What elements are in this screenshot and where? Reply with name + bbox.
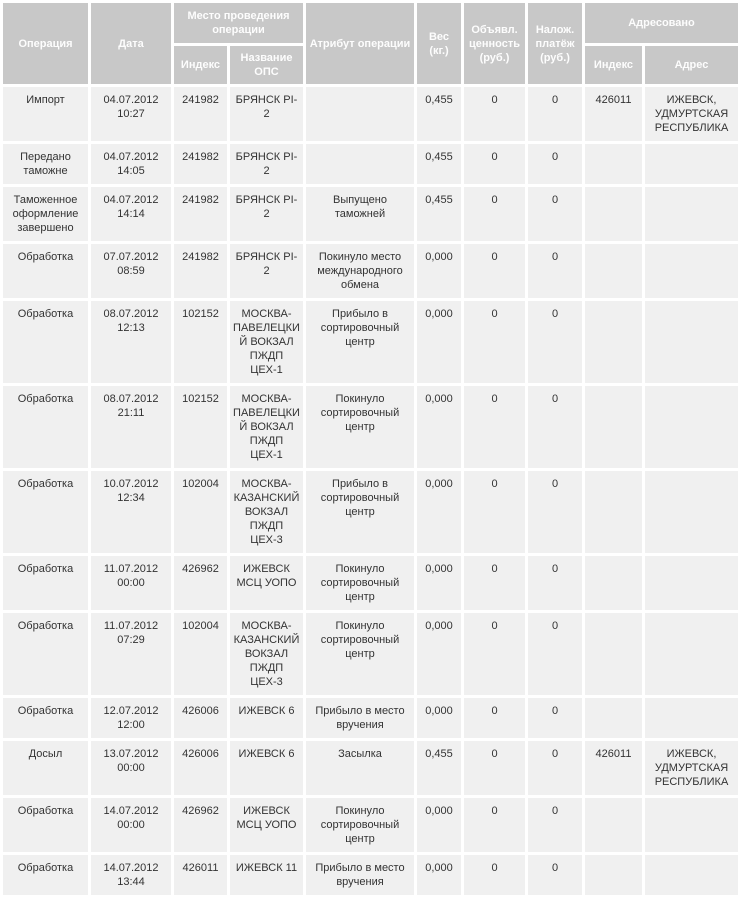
cell-date (91, 87, 171, 141)
table-row (3, 698, 738, 738)
cell-operation: Обработка (3, 471, 88, 553)
header-attribute: Атрибут операции (306, 3, 414, 84)
cell-addr-index (585, 855, 642, 895)
cell-address (645, 244, 738, 298)
cell-date (91, 244, 171, 298)
cell-place-index: 426011 (174, 855, 227, 895)
cell-place-index: 102004 (174, 613, 227, 695)
cell-operation: Обработка (3, 698, 88, 738)
cell-address (645, 855, 738, 895)
table-row (3, 187, 738, 241)
cell-cod: 0 (528, 301, 582, 383)
cell-address (645, 471, 738, 553)
cell-place-name: БРЯНСК PI-2 (230, 87, 303, 141)
cell-weight: 0,455 (417, 87, 461, 141)
cell-declared-value: 0 (464, 386, 525, 468)
cell-declared-value: 0 (464, 144, 525, 184)
cell-declared-value: 0 (464, 741, 525, 795)
cell-address: ИЖЕВСК, УДМУРТСКАЯ РЕСПУБЛИКА (645, 741, 738, 795)
cell-date (91, 187, 171, 241)
header-date: Дата (91, 3, 171, 84)
cell-declared-value: 0 (464, 87, 525, 141)
cell-place-index: 426006 (174, 698, 227, 738)
cell-operation: Импорт (3, 87, 88, 141)
cell-place-name: МОСКВА-ПАВЕЛЕЦКИЙ ВОКЗАЛ ПЖДП ЦЕХ-1 (230, 386, 303, 468)
cell-time-value: 13:44 (117, 876, 145, 888)
cell-address (645, 301, 738, 383)
cell-addr-index (585, 244, 642, 298)
cell-cod: 0 (528, 471, 582, 553)
cell-date (91, 798, 171, 852)
table-row (3, 301, 738, 383)
cell-declared-value: 0 (464, 798, 525, 852)
table-row (3, 386, 738, 468)
cell-attribute: Засылка (306, 741, 414, 795)
cell-declared-value: 0 (464, 301, 525, 383)
cell-date-value: 07.07.2012 (103, 251, 159, 263)
cell-address (645, 698, 738, 738)
cell-time-value: 12:00 (117, 719, 145, 731)
cell-address (645, 556, 738, 610)
cell-time-value: 10:27 (117, 108, 145, 120)
tracking-table-body (3, 87, 738, 895)
cell-cod: 0 (528, 386, 582, 468)
cell-place-index: 241982 (174, 187, 227, 241)
cell-declared-value: 0 (464, 471, 525, 553)
table-row (3, 87, 738, 141)
cell-date-value: 10.07.2012 (103, 478, 159, 490)
cell-date-value: 04.07.2012 (103, 194, 159, 206)
table-header (3, 3, 738, 84)
cell-operation: Обработка (3, 244, 88, 298)
cell-addr-index (585, 386, 642, 468)
cell-date-value: 13.07.2012 (103, 748, 159, 760)
cell-operation: Передано таможне (3, 144, 88, 184)
cell-date (91, 741, 171, 795)
cell-attribute: Выпущено таможней (306, 187, 414, 241)
cell-address (645, 187, 738, 241)
cell-address: ИЖЕВСК, УДМУРТСКАЯ РЕСПУБЛИКА (645, 87, 738, 141)
header-operation: Операция (3, 3, 88, 84)
cell-addr-index (585, 798, 642, 852)
cell-time-value: 00:00 (117, 577, 145, 589)
cell-attribute: Прибыло в сортировочный центр (306, 301, 414, 383)
table-row (3, 613, 738, 695)
cell-addr-index: 426011 (585, 741, 642, 795)
cell-weight: 0,000 (417, 301, 461, 383)
cell-address (645, 144, 738, 184)
cell-operation: Обработка (3, 386, 88, 468)
cell-weight: 0,000 (417, 244, 461, 298)
cell-date (91, 556, 171, 610)
cell-attribute: Прибыло в место вручения (306, 855, 414, 895)
cell-cod: 0 (528, 798, 582, 852)
header-address: Адрес (645, 46, 738, 84)
cell-place-index: 241982 (174, 87, 227, 141)
cell-place-index: 426006 (174, 741, 227, 795)
cell-time-value: 12:13 (117, 322, 145, 334)
header-addressed-group: Адресовано (585, 3, 738, 43)
cell-date (91, 613, 171, 695)
cell-declared-value: 0 (464, 698, 525, 738)
cell-date-value: 14.07.2012 (103, 862, 159, 874)
cell-address (645, 798, 738, 852)
cell-addr-index (585, 471, 642, 553)
cell-addr-index (585, 556, 642, 610)
table-row (3, 471, 738, 553)
cell-date (91, 471, 171, 553)
cell-declared-value: 0 (464, 855, 525, 895)
cell-weight: 0,455 (417, 187, 461, 241)
cell-declared-value: 0 (464, 556, 525, 610)
header-addr-index: Индекс (585, 46, 642, 84)
cell-place-name: БРЯНСК PI-2 (230, 144, 303, 184)
cell-attribute (306, 144, 414, 184)
cell-attribute: Покинуло сортировочный центр (306, 798, 414, 852)
cell-cod: 0 (528, 613, 582, 695)
table-row (3, 244, 738, 298)
cell-attribute: Прибыло в место вручения (306, 698, 414, 738)
cell-date (91, 698, 171, 738)
cell-cod: 0 (528, 855, 582, 895)
cell-time-value: 00:00 (117, 762, 145, 774)
cell-date-value: 04.07.2012 (103, 94, 159, 106)
cell-time-value: 14:14 (117, 208, 145, 220)
cell-date-value: 12.07.2012 (103, 705, 159, 717)
cell-time-value: 21:11 (117, 407, 145, 419)
cell-operation: Обработка (3, 556, 88, 610)
cell-date-value: 08.07.2012 (103, 393, 159, 405)
cell-attribute: Покинуло сортировочный центр (306, 556, 414, 610)
header-cod: Налож. платёж (руб.) (528, 3, 582, 84)
cell-place-name: МОСКВА-КАЗАНСКИЙ ВОКЗАЛ ПЖДП ЦЕХ-3 (230, 613, 303, 695)
cell-weight: 0,455 (417, 741, 461, 795)
table-row (3, 741, 738, 795)
cell-date (91, 144, 171, 184)
cell-date-value: 04.07.2012 (103, 151, 159, 163)
cell-place-index: 426962 (174, 798, 227, 852)
cell-weight: 0,455 (417, 144, 461, 184)
header-weight: Вес (кг.) (417, 3, 461, 84)
cell-place-name: ИЖЕВСК 11 (230, 855, 303, 895)
cell-weight: 0,000 (417, 386, 461, 468)
cell-declared-value: 0 (464, 244, 525, 298)
cell-attribute: Покинуло место международного обмена (306, 244, 414, 298)
cell-place-name: ИЖЕВСК 6 (230, 698, 303, 738)
cell-addr-index (585, 301, 642, 383)
cell-operation: Обработка (3, 613, 88, 695)
cell-cod: 0 (528, 144, 582, 184)
cell-operation: Обработка (3, 301, 88, 383)
cell-date-value: 08.07.2012 (103, 308, 159, 320)
table-row (3, 798, 738, 852)
cell-date (91, 301, 171, 383)
cell-operation: Досыл (3, 741, 88, 795)
table-row (3, 855, 738, 895)
cell-place-name: ИЖЕВСК МСЦ УОПО (230, 798, 303, 852)
table-row (3, 144, 738, 184)
cell-addr-index (585, 698, 642, 738)
cell-cod: 0 (528, 244, 582, 298)
cell-operation: Обработка (3, 798, 88, 852)
cell-addr-index (585, 187, 642, 241)
cell-place-name: БРЯНСК PI-2 (230, 187, 303, 241)
cell-place-name: БРЯНСК PI-2 (230, 244, 303, 298)
cell-weight: 0,000 (417, 556, 461, 610)
cell-addr-index: 426011 (585, 87, 642, 141)
cell-cod: 0 (528, 698, 582, 738)
header-place-group: Место проведения операции (174, 3, 303, 43)
cell-cod: 0 (528, 741, 582, 795)
cell-operation: Таможенное оформление завершено (3, 187, 88, 241)
cell-time-value: 12:34 (117, 492, 145, 504)
cell-addr-index (585, 144, 642, 184)
cell-weight: 0,000 (417, 798, 461, 852)
table-row (3, 556, 738, 610)
cell-time-value: 07:29 (117, 634, 145, 646)
cell-place-index: 426962 (174, 556, 227, 610)
cell-place-index: 102004 (174, 471, 227, 553)
cell-attribute (306, 87, 414, 141)
cell-weight: 0,000 (417, 698, 461, 738)
cell-date (91, 855, 171, 895)
cell-time-value: 14:05 (117, 165, 145, 177)
cell-time-value: 08:59 (117, 265, 145, 277)
cell-weight: 0,000 (417, 471, 461, 553)
cell-date-value: 11.07.2012 (103, 563, 159, 575)
cell-operation: Обработка (3, 855, 88, 895)
cell-place-name: МОСКВА-ПАВЕЛЕЦКИЙ ВОКЗАЛ ПЖДП ЦЕХ-1 (230, 301, 303, 383)
header-place-index: Индекс (174, 46, 227, 84)
cell-date (91, 386, 171, 468)
cell-address (645, 386, 738, 468)
header-declared-value: Объявл. ценность (руб.) (464, 3, 525, 84)
cell-place-index: 102152 (174, 386, 227, 468)
cell-place-name: ИЖЕВСК МСЦ УОПО (230, 556, 303, 610)
cell-place-index: 241982 (174, 244, 227, 298)
cell-declared-value: 0 (464, 187, 525, 241)
cell-cod: 0 (528, 87, 582, 141)
cell-place-index: 241982 (174, 144, 227, 184)
cell-weight: 0,000 (417, 613, 461, 695)
cell-attribute: Покинуло сортировочный центр (306, 386, 414, 468)
header-place-name: Название ОПС (230, 46, 303, 84)
cell-address (645, 613, 738, 695)
cell-weight: 0,000 (417, 855, 461, 895)
cell-place-index: 102152 (174, 301, 227, 383)
cell-time-value: 00:00 (117, 819, 145, 831)
cell-attribute: Прибыло в сортировочный центр (306, 471, 414, 553)
cell-place-name: ИЖЕВСК 6 (230, 741, 303, 795)
cell-date-value: 14.07.2012 (103, 805, 159, 817)
cell-cod: 0 (528, 187, 582, 241)
cell-date-value: 11.07.2012 (103, 620, 159, 632)
cell-declared-value: 0 (464, 613, 525, 695)
cell-place-name: МОСКВА-КАЗАНСКИЙ ВОКЗАЛ ПЖДП ЦЕХ-3 (230, 471, 303, 553)
cell-cod: 0 (528, 556, 582, 610)
cell-addr-index (585, 613, 642, 695)
cell-attribute: Покинуло сортировочный центр (306, 613, 414, 695)
